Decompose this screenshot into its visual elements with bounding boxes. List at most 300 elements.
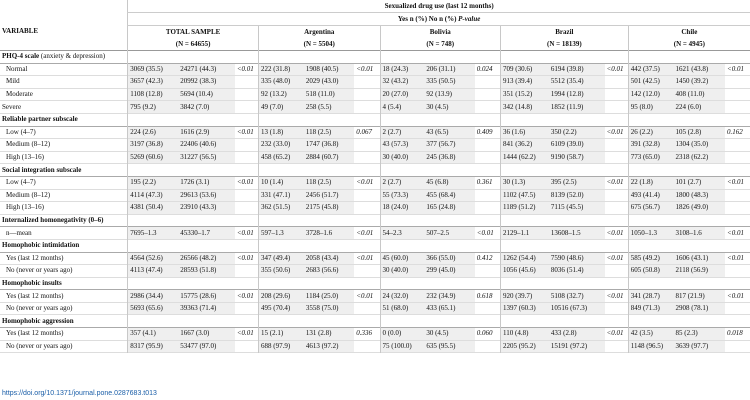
- no-cell: 518 (11.0): [304, 88, 354, 101]
- yes-cell: 20 (27.0): [380, 88, 424, 101]
- yes-cell: 55 (73.3): [380, 189, 424, 202]
- empty-cell: [304, 239, 354, 252]
- header-subtitle: [128, 13, 750, 26]
- row-label: Yes (last 12 months): [6, 291, 64, 300]
- empty-cell: [549, 277, 605, 290]
- empty-cell: [475, 239, 501, 252]
- no-cell: 30 (4.5): [424, 328, 474, 341]
- empty-cell: [235, 277, 259, 290]
- p-value-cell: [354, 189, 380, 202]
- p-value-cell: [475, 139, 501, 152]
- empty-cell: [549, 51, 605, 64]
- yes-cell: 391 (32.8): [628, 139, 673, 152]
- header-row-sizes: [0, 38, 750, 51]
- empty-cell: [501, 51, 549, 64]
- no-cell: 118 (2.5): [304, 126, 354, 139]
- no-cell: 1994 (12.8): [549, 88, 605, 101]
- empty-cell: [605, 113, 629, 126]
- no-cell: 1304 (35.0): [674, 139, 725, 152]
- yes-cell: 709 (30.6): [501, 63, 549, 76]
- row-label: Yes (last 12 months): [6, 253, 64, 262]
- section-title: Reliable partner subscale: [2, 115, 78, 124]
- no-cell: 224 (6.0): [674, 101, 725, 114]
- no-cell: 408 (11.0): [674, 88, 725, 101]
- p-value-cell: <0.01: [605, 290, 629, 303]
- p-value-cell: [475, 101, 501, 114]
- empty-cell: [259, 51, 304, 64]
- p-value-cell: [235, 151, 259, 164]
- p-value-cell: [605, 265, 629, 278]
- p-value-cell: [354, 202, 380, 215]
- yes-cell: 675 (56.7): [628, 202, 673, 215]
- p-value-cell: 0.024: [475, 63, 501, 76]
- p-value-cell: 0.412: [475, 252, 501, 265]
- p-value-cell: 0.067: [354, 126, 380, 139]
- row-label: Severe: [2, 102, 22, 111]
- empty-cell: [128, 51, 178, 64]
- yes-cell: 458 (65.2): [259, 151, 304, 164]
- p-value-cell: [475, 340, 501, 353]
- row-label: Medium (8–12): [6, 190, 51, 199]
- yes-cell: 597–1.3: [259, 227, 304, 240]
- empty-cell: [380, 315, 424, 328]
- no-cell: 2908 (78.1): [674, 302, 725, 315]
- p-value-cell: [725, 189, 750, 202]
- empty-cell: [235, 51, 259, 64]
- p-value-cell: [235, 88, 259, 101]
- yes-cell: 357 (4.1): [128, 328, 178, 341]
- header-row-groups: [0, 26, 750, 39]
- header-empty-cell: [0, 0, 128, 13]
- section-suffix: (0–6): [86, 216, 104, 225]
- p-value-cell: <0.01: [354, 252, 380, 265]
- section-row: [0, 214, 750, 227]
- empty-cell: [304, 277, 354, 290]
- p-value-cell: 0.409: [475, 126, 501, 139]
- yes-cell: 0 (0.0): [380, 328, 424, 341]
- yes-cell: 1189 (51.2): [501, 202, 549, 215]
- yes-cell: 341 (28.7): [628, 290, 673, 303]
- header-empty-cell: [0, 13, 128, 26]
- section-suffix: (anxiety & depression): [39, 52, 106, 61]
- empty-cell: [235, 239, 259, 252]
- section-row: [0, 239, 750, 252]
- p-value-cell: [725, 151, 750, 164]
- group-sample-size: (N = 4945): [628, 38, 750, 51]
- p-value-cell: [605, 101, 629, 114]
- p-value-cell: <0.01: [235, 63, 259, 76]
- no-cell: 350 (2.2): [549, 126, 605, 139]
- no-cell: 395 (2.5): [549, 176, 605, 189]
- p-value-cell: [605, 302, 629, 315]
- no-cell: 1747 (36.8): [304, 139, 354, 152]
- p-value-cell: 0.060: [475, 328, 501, 341]
- p-value-cell: <0.01: [605, 176, 629, 189]
- yes-cell: 1050–1.3: [628, 227, 673, 240]
- yes-cell: 493 (41.4): [628, 189, 673, 202]
- empty-cell: [674, 277, 725, 290]
- empty-cell: [549, 164, 605, 177]
- row-label: Normal: [6, 64, 28, 73]
- empty-cell: [354, 315, 380, 328]
- no-cell: 3558 (75.0): [304, 302, 354, 315]
- p-value-cell: [605, 151, 629, 164]
- no-cell: 1667 (3.0): [178, 328, 235, 341]
- no-cell: 85 (2.3): [674, 328, 725, 341]
- no-cell: 13608–1.5: [549, 227, 605, 240]
- table-row: [0, 176, 750, 189]
- section-title: PHQ-4 scale: [2, 52, 40, 61]
- p-value-cell: <0.01: [725, 63, 750, 76]
- empty-cell: [424, 277, 474, 290]
- group-header: TOTAL SAMPLE: [128, 26, 259, 39]
- empty-cell: [128, 277, 178, 290]
- yes-cell: 1108 (12.8): [128, 88, 178, 101]
- empty-cell: [424, 51, 474, 64]
- empty-cell: [424, 164, 474, 177]
- section-label: [0, 164, 128, 177]
- no-cell: 1606 (43.1): [674, 252, 725, 265]
- empty-cell: [725, 239, 750, 252]
- yes-cell: 5269 (60.6): [128, 151, 178, 164]
- row-label: Low (4–7): [6, 127, 36, 136]
- group-header: Argentina: [259, 26, 381, 39]
- empty-cell: [501, 214, 549, 227]
- no-cell: 29613 (53.6): [178, 189, 235, 202]
- yes-cell: 331 (47.1): [259, 189, 304, 202]
- yes-cell: 849 (71.3): [628, 302, 673, 315]
- p-value-cell: <0.01: [235, 252, 259, 265]
- yes-cell: 342 (14.8): [501, 101, 549, 114]
- yes-cell: 195 (2.2): [128, 176, 178, 189]
- p-value-cell: [354, 101, 380, 114]
- empty-cell: [628, 214, 673, 227]
- yes-cell: 1444 (62.2): [501, 151, 549, 164]
- section-row: [0, 315, 750, 328]
- yes-cell: 208 (29.6): [259, 290, 304, 303]
- empty-cell: [725, 51, 750, 64]
- empty-cell: [674, 51, 725, 64]
- row-label: No (never or years ago): [6, 341, 73, 350]
- empty-cell: [501, 239, 549, 252]
- p-value-cell: <0.01: [605, 252, 629, 265]
- empty-cell: [380, 214, 424, 227]
- yes-cell: 362 (51.5): [259, 202, 304, 215]
- no-cell: 7590 (48.6): [549, 252, 605, 265]
- header-row-subtitle: [0, 13, 750, 26]
- yes-cell: 1397 (60.3): [501, 302, 549, 315]
- p-value-cell: [605, 76, 629, 89]
- yes-cell: 30 (40.0): [380, 265, 424, 278]
- table-row: [0, 88, 750, 101]
- yes-cell: 30 (1.3): [501, 176, 549, 189]
- table-row: [0, 227, 750, 240]
- no-cell: 2118 (56.9): [674, 265, 725, 278]
- no-cell: 9190 (58.7): [549, 151, 605, 164]
- p-value-cell: [235, 340, 259, 353]
- p-value-cell: [475, 76, 501, 89]
- yes-cell: 2 (2.7): [380, 126, 424, 139]
- yes-cell: 54–2.3: [380, 227, 424, 240]
- empty-cell: [475, 214, 501, 227]
- no-cell: 433 (2.8): [549, 328, 605, 341]
- p-value-cell: [235, 302, 259, 315]
- no-cell: 118 (2.5): [304, 176, 354, 189]
- empty-cell: [424, 315, 474, 328]
- empty-cell: [178, 315, 235, 328]
- table-row: [0, 265, 750, 278]
- empty-cell: [628, 164, 673, 177]
- p-value-cell: <0.01: [605, 63, 629, 76]
- no-cell: 433 (65.1): [424, 302, 474, 315]
- p-value-cell: <0.01: [725, 290, 750, 303]
- no-cell: 5512 (35.4): [549, 76, 605, 89]
- empty-cell: [605, 164, 629, 177]
- yes-cell: 605 (50.8): [628, 265, 673, 278]
- p-value-cell: [475, 88, 501, 101]
- yes-cell: 347 (49.4): [259, 252, 304, 265]
- empty-cell: [501, 164, 549, 177]
- yes-cell: 75 (100.0): [380, 340, 424, 353]
- empty-cell: [178, 239, 235, 252]
- subtitle-text: Yes n (%) No n (%) P-value: [397, 14, 481, 23]
- no-cell: 1826 (49.0): [674, 202, 725, 215]
- no-cell: 7115 (45.5): [549, 202, 605, 215]
- no-cell: 23910 (43.3): [178, 202, 235, 215]
- yes-cell: 8317 (95.9): [128, 340, 178, 353]
- empty-cell: [128, 113, 178, 126]
- table-row: [0, 202, 750, 215]
- empty-cell: [178, 113, 235, 126]
- no-cell: 1908 (40.5): [304, 63, 354, 76]
- p-value-cell: [725, 265, 750, 278]
- yes-cell: 1102 (47.5): [501, 189, 549, 202]
- empty-cell: [304, 51, 354, 64]
- header-empty-cell: [0, 38, 128, 51]
- p-value-cell: <0.01: [725, 176, 750, 189]
- p-value-cell: <0.01: [235, 176, 259, 189]
- section-title: Homophobic intimidation: [2, 241, 80, 250]
- yes-cell: 43 (57.3): [380, 139, 424, 152]
- no-cell: 15191 (97.2): [549, 340, 605, 353]
- group-header: Bolivia: [380, 26, 500, 39]
- yes-cell: 4381 (50.4): [128, 202, 178, 215]
- no-cell: 817 (21.9): [674, 290, 725, 303]
- yes-cell: 232 (33.0): [259, 139, 304, 152]
- yes-cell: 26 (2.2): [628, 126, 673, 139]
- p-value-cell: [605, 202, 629, 215]
- no-cell: 3842 (7.0): [178, 101, 235, 114]
- yes-cell: 495 (70.4): [259, 302, 304, 315]
- yes-cell: 913 (39.4): [501, 76, 549, 89]
- no-cell: 258 (5.5): [304, 101, 354, 114]
- yes-cell: 3069 (35.5): [128, 63, 178, 76]
- yes-cell: 45 (60.0): [380, 252, 424, 265]
- empty-cell: [549, 214, 605, 227]
- yes-cell: 13 (1.8): [259, 126, 304, 139]
- empty-cell: [259, 315, 304, 328]
- table-row: [0, 139, 750, 152]
- no-cell: 2456 (51.7): [304, 189, 354, 202]
- no-cell: 2884 (60.7): [304, 151, 354, 164]
- group-sample-size: (N = 64655): [128, 38, 259, 51]
- empty-cell: [235, 315, 259, 328]
- empty-cell: [235, 113, 259, 126]
- table-row: [0, 151, 750, 164]
- no-cell: 1800 (48.3): [674, 189, 725, 202]
- p-value-cell: [354, 265, 380, 278]
- no-cell: 8139 (52.0): [549, 189, 605, 202]
- yes-cell: 335 (48.0): [259, 76, 304, 89]
- p-value-cell: [475, 202, 501, 215]
- p-value-cell: [354, 139, 380, 152]
- p-value-cell: <0.01: [354, 176, 380, 189]
- no-cell: 15775 (28.6): [178, 290, 235, 303]
- source-link[interactable]: https://doi.org/10.1371/journal.pone.0287683.t013: [2, 390, 157, 397]
- p-value-cell: [235, 265, 259, 278]
- yes-cell: 1262 (54.4): [501, 252, 549, 265]
- p-value-cell: [725, 139, 750, 152]
- yes-cell: 501 (42.5): [628, 76, 673, 89]
- no-cell: 8036 (51.4): [549, 265, 605, 278]
- row-label: Medium (8–12): [6, 140, 51, 149]
- empty-cell: [628, 239, 673, 252]
- no-cell: 206 (31.1): [424, 63, 474, 76]
- row-label: Mild: [6, 77, 20, 86]
- yes-cell: 24 (32.0): [380, 290, 424, 303]
- empty-cell: [501, 113, 549, 126]
- empty-cell: [674, 214, 725, 227]
- p-value-cell: 0.361: [475, 176, 501, 189]
- super-title: Sexualized drug use (last 12 months): [128, 0, 750, 13]
- no-cell: 131 (2.8): [304, 328, 354, 341]
- p-value-cell: <0.01: [354, 290, 380, 303]
- empty-cell: [354, 113, 380, 126]
- table-row: [0, 290, 750, 303]
- section-label: [0, 113, 128, 126]
- no-cell: 635 (95.5): [424, 340, 474, 353]
- no-cell: 3728–1.6: [304, 227, 354, 240]
- table-row: [0, 328, 750, 341]
- p-value-cell: [235, 202, 259, 215]
- p-value-cell: <0.01: [475, 227, 501, 240]
- empty-cell: [259, 164, 304, 177]
- group-header: Chile: [628, 26, 750, 39]
- no-cell: 232 (34.9): [424, 290, 474, 303]
- yes-cell: 10 (1.4): [259, 176, 304, 189]
- no-cell: 3108–1.6: [674, 227, 725, 240]
- p-value-cell: [235, 76, 259, 89]
- empty-cell: [605, 239, 629, 252]
- empty-cell: [725, 277, 750, 290]
- section-title: Internalized homonegativity: [2, 216, 87, 225]
- p-value-cell: [725, 202, 750, 215]
- row-label: Yes (last 12 months): [6, 329, 64, 338]
- p-value-cell: [725, 88, 750, 101]
- p-value-cell: [235, 189, 259, 202]
- table-row: [0, 101, 750, 114]
- empty-cell: [380, 164, 424, 177]
- empty-cell: [424, 239, 474, 252]
- no-cell: 6194 (39.8): [549, 63, 605, 76]
- empty-cell: [354, 214, 380, 227]
- yes-cell: 42 (3.5): [628, 328, 673, 341]
- p-value-cell: <0.01: [235, 328, 259, 341]
- p-value-cell: <0.01: [235, 290, 259, 303]
- empty-cell: [380, 239, 424, 252]
- empty-cell: [674, 164, 725, 177]
- no-cell: 2058 (43.4): [304, 252, 354, 265]
- empty-cell: [304, 113, 354, 126]
- p-value-cell: [354, 151, 380, 164]
- empty-cell: [128, 214, 178, 227]
- empty-cell: [674, 239, 725, 252]
- p-value-cell: [725, 340, 750, 353]
- yes-cell: 110 (4.8): [501, 328, 549, 341]
- yes-cell: 688 (97.9): [259, 340, 304, 353]
- group-sample-size: (N = 748): [380, 38, 500, 51]
- p-value-cell: <0.01: [725, 252, 750, 265]
- yes-cell: 4114 (47.3): [128, 189, 178, 202]
- no-cell: 22406 (40.6): [178, 139, 235, 152]
- no-cell: 26566 (48.2): [178, 252, 235, 265]
- no-cell: 105 (2.8): [674, 126, 725, 139]
- no-cell: 1621 (43.8): [674, 63, 725, 76]
- p-value-cell: [475, 302, 501, 315]
- empty-cell: [475, 113, 501, 126]
- empty-cell: [304, 315, 354, 328]
- p-value-cell: <0.01: [725, 227, 750, 240]
- p-value-cell: <0.01: [354, 63, 380, 76]
- yes-cell: 1148 (96.5): [628, 340, 673, 353]
- yes-cell: 30 (40.0): [380, 151, 424, 164]
- no-cell: 24271 (44.3): [178, 63, 235, 76]
- no-cell: 165 (24.8): [424, 202, 474, 215]
- empty-cell: [549, 315, 605, 328]
- no-cell: 2318 (62.2): [674, 151, 725, 164]
- no-cell: 30 (4.5): [424, 101, 474, 114]
- p-value-cell: 0.018: [725, 328, 750, 341]
- no-cell: 1616 (2.9): [178, 126, 235, 139]
- group-header: Brazil: [501, 26, 629, 39]
- yes-cell: 224 (2.6): [128, 126, 178, 139]
- empty-cell: [128, 164, 178, 177]
- yes-cell: 18 (24.0): [380, 202, 424, 215]
- row-label: Low (4–7): [6, 178, 36, 187]
- no-cell: 101 (2.7): [674, 176, 725, 189]
- no-cell: 1184 (25.0): [304, 290, 354, 303]
- empty-cell: [259, 277, 304, 290]
- empty-cell: [725, 214, 750, 227]
- no-cell: 92 (13.9): [424, 88, 474, 101]
- empty-cell: [725, 164, 750, 177]
- empty-cell: [628, 277, 673, 290]
- p-value-cell: [475, 265, 501, 278]
- table-row: [0, 76, 750, 89]
- yes-cell: 22 (1.8): [628, 176, 673, 189]
- section-label: [0, 277, 128, 290]
- p-value-cell: [475, 189, 501, 202]
- section-title: Homophobic insults: [2, 278, 62, 287]
- no-cell: 45 (6.8): [424, 176, 474, 189]
- table-row: [0, 302, 750, 315]
- p-value-cell: [354, 340, 380, 353]
- no-cell: 45330–1.7: [178, 227, 235, 240]
- empty-cell: [178, 277, 235, 290]
- row-label: High (13–16): [6, 203, 44, 212]
- empty-cell: [259, 214, 304, 227]
- yes-cell: 2986 (34.4): [128, 290, 178, 303]
